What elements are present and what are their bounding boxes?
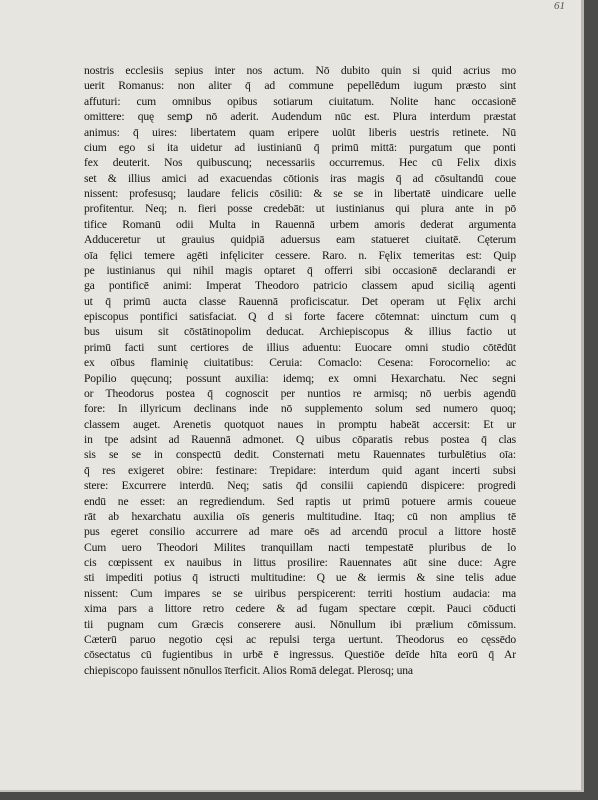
- text-line: classem auget. Arenetis quotquot naues in promptu habeāt accersit: Et ur: [84, 417, 516, 431]
- text-line: tifice Romanū odii Multa in Rauennā urbem amoris dederat argumenta: [84, 217, 516, 231]
- text-line: omittere: quę semꝑ nō aderit. Audendum nūc est. Plura interdum præstat: [84, 110, 516, 124]
- text-line: uerit Romanus: non aliter q̄ ad commune pepellēdum iugum præsto sint: [84, 79, 516, 93]
- text-line: animus: q̄ uires: libertatem quam eripere uolūt liberis uestris retinete. Nū: [84, 125, 516, 139]
- text-line: endū ne esset: an regrediendum. Sed raptis ut primū potuere armis coueue: [84, 494, 516, 508]
- text-line: q̄ res exigeret obire: festinare: Trepidare: interdum quid agant incerti subsi: [84, 463, 516, 477]
- text-line: pus egeret consilio accurrere ad mare oēs ad arcendū procul a littore hostē: [84, 525, 516, 539]
- text-line: ut q̄ primū aucta classe Rauennā proficiscatur. Det operam ut Fęlix archi: [84, 294, 516, 308]
- text-line: tii pugnam cum Græcis conserere ausi. Nōnullum ibi prælium cōmissum.: [84, 617, 516, 631]
- folio-number: 61: [554, 0, 565, 12]
- text-line: fex deuterit. Nos quibuscunq; necessariis occurremus. Hec cū Felix dixis: [84, 156, 516, 170]
- text-line: nissent: profesusq; laudare felicis cōsiliū: & se se in libertatē uindicare uelle: [84, 187, 516, 200]
- text-line: chiepiscopo fauissent nōnullos īterficit. Alios Romā delegat. Plerosq; una: [84, 663, 413, 677]
- text-line: primū facti sunt certiores de illius aduentu: Euocare omni studio cōtēdūt: [84, 340, 516, 354]
- text-line: ex oībus flaminię ciuitatibus: Ceruia: Comaclo: Cesena: Forocornelio: ac: [84, 356, 516, 370]
- text-line: stere: Excurrere interdū. Neq; satis q̄d consilii capiendū dispicere: progredi: [84, 479, 516, 493]
- text-line: nostris ecclesiis sepius inter nos actum. Nō dubito quin si quid acrius mo: [84, 64, 516, 77]
- text-line: nissent: Cum impares se se uiribus perspicerent: territi hostium audacia: ma: [84, 586, 516, 600]
- text-line: profitentur. Neq; n. fieri posse credebāt: ut iustinianus qui plura ante in pō: [84, 202, 516, 216]
- text-line: Cum uero Theodori Milites tranquillam nacti tempestatē pluribus de lo: [84, 540, 516, 554]
- text-line: in tpe adsint ad Rauennā admonet. Q uibus cōparatis rebus postea q̄ clas: [84, 433, 516, 446]
- body-text: [84, 63, 516, 678]
- text-line: cis cœpissent ex nauibus in littus prosilire: Rauennates aūt sine duce: Agre: [84, 556, 516, 569]
- text-line: fore: In illyricum declinans inde nō supplemento solum sed numero quoq;: [84, 402, 516, 416]
- text-line: pe iustinianus qui nihil magis optaret q̄ offerri sibi occasionē declarandi er: [84, 263, 516, 277]
- text-line: bus uisum sit cōstātinopolim deducat. Archiepiscopus & illius factio ut: [84, 325, 516, 339]
- text-line: sti impediti potius q̄ istructi multitudine: Q ue & iermis & sine telis adue: [84, 571, 516, 585]
- text-line: xima pars a littore retro cedere & ad fugam spectare cœpit. Pauci cōducti: [84, 602, 516, 616]
- text-line: cōsectatus cū fugientibus in urbē ē ingressus. Questiōe deīde hīta eorū q̄ Ar: [84, 648, 516, 662]
- text-line: or Theodorus postea q̄ cognoscit per nuntios re armisq; nō uerbis agendū: [84, 386, 516, 400]
- text-line: rāt ab hexarchatu auxilia oīs generis multitudine. Itaq; cū non amplius tē: [84, 509, 516, 523]
- text-line: Cæterū paruo negotio cęsi ac repulsi terga uertunt. Theodorus eo cęssēdo: [84, 632, 516, 646]
- text-line: oīa fęlici temere agēti infęliciter cessere. Raro. n. Fęlix temeritas est: Quip: [84, 248, 516, 262]
- text-line: set & illius amici ad exacuendas cōtionis iras magis q̄ ad cōsultandū coue: [84, 171, 516, 185]
- text-line: ga pontificē animi: Imperat Theodoro patricio classem apud sicilią agenti: [84, 279, 516, 293]
- text-line: affuturi: cum omnibus opibus sotiarum ciuitatum. Nolite hanc occasionē: [84, 94, 516, 108]
- text-line: cium ego si ita uidetur ad iustinianū q̄ primū mittā: purgatum que ponti: [84, 140, 516, 154]
- text-line: episcopus pontifici satisfaciat. Q d si forte facere cōtemnat: uinctum cum q: [84, 310, 516, 323]
- text-line: Popilio quęcunq; possunt auxilia: idemq; ex omni Hexarchatu. Nec segni: [84, 371, 516, 385]
- text-line: Adduceretur ut grauius quidpiā aduersus eam statueret ciuitatē. Cęterum: [84, 233, 516, 247]
- text-line: sis se se in conspectū dedit. Consternati metu Rauennates turbulētius oīa:: [84, 448, 516, 462]
